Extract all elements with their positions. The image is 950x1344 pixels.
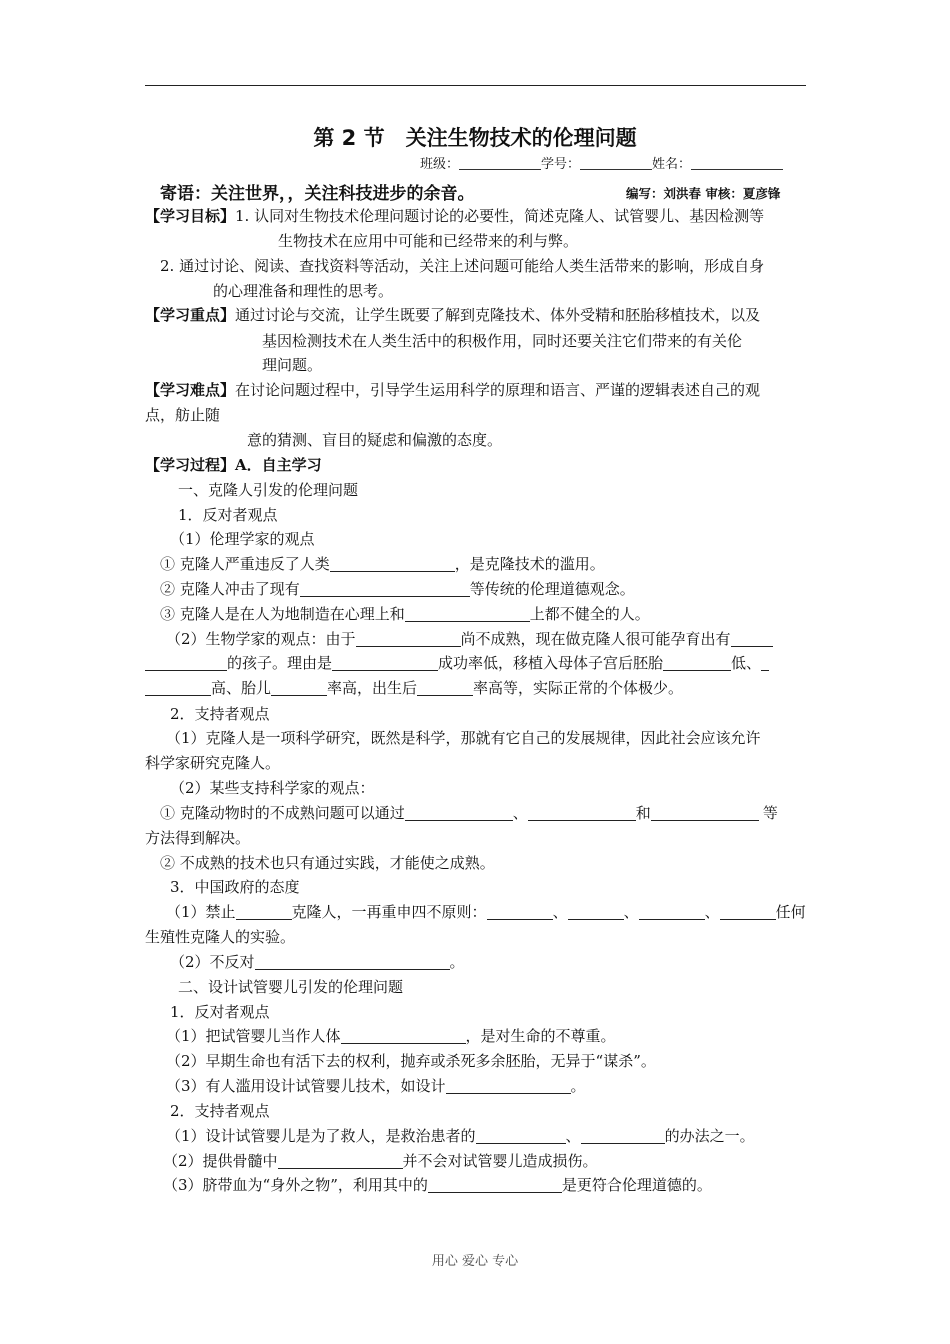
answer-blank[interactable] [581, 1127, 665, 1144]
student-id-blank[interactable] [580, 169, 652, 170]
section-1-3-heading: 3．中国政府的态度 [170, 878, 300, 896]
comma: 、 [552, 903, 568, 921]
question-14 [166, 1126, 755, 1146]
answer-blank[interactable] [145, 654, 227, 671]
focus-label: 【学习重点】 [145, 306, 236, 324]
section-1-1-1-heading: （1）伦理学家的观点 [170, 530, 315, 548]
answer-blank[interactable] [428, 1176, 562, 1193]
answer-blank[interactable] [568, 903, 624, 920]
motto: 寄语：关注世界，，关注科技进步的余音。 [160, 184, 475, 204]
question-4-text: （2）生物学家的观点：由于 [166, 630, 356, 648]
student-info-line [420, 153, 783, 172]
question-4-text-end: 尚不成熟，现在做克隆人很可能孕育出有 [460, 630, 731, 648]
question-5-text-end: 低、 [731, 654, 762, 672]
question-10-text: （2）不反对 [170, 953, 255, 971]
answer-blank[interactable] [417, 679, 473, 696]
answer-blank[interactable] [639, 903, 705, 920]
question-3 [160, 604, 650, 624]
page-title: 第 2 节 关注生物技术的伦理问题 [313, 126, 637, 150]
answer-blank[interactable] [341, 1027, 466, 1044]
section-2-1-heading: 1．反对者观点 [170, 1003, 270, 1021]
question-13-text: （3）有人滥用设计试管婴儿技术，如设计 [166, 1077, 446, 1095]
question-15-text: （2）提供骨髓中 [163, 1152, 278, 1170]
question-8: ② 不成熟的技术也只有通过实践，才能使之成熟。 [160, 854, 495, 872]
section-2-2-heading: 2．支持者观点 [170, 1102, 270, 1120]
class-blank[interactable] [459, 169, 541, 170]
answer-blank[interactable] [663, 654, 731, 671]
question-11-text-end: ，是对生命的不尊重。 [465, 1027, 616, 1045]
question-6 [145, 678, 683, 698]
question-16-text-end: 是更符合伦理道德的。 [561, 1176, 712, 1194]
supporter-point-1: （1）克隆人是一项科学研究，既然是科学，那就有它自己的发展规律，因此社会应该允许 [166, 729, 761, 747]
question-9 [166, 902, 806, 922]
answer-blank[interactable] [278, 1152, 403, 1169]
goals-line-2: 生物技术在应用中可能和已经带来的利与弊。 [278, 232, 579, 250]
supporter-point-2: （2）某些支持科学家的观点： [170, 779, 375, 797]
question-14-text-end: 的办法之一。 [664, 1127, 755, 1145]
difficulty-line-2: 点，舫止随 [145, 406, 221, 424]
answer-blank[interactable] [145, 679, 211, 696]
question-7-cont: 方法得到解决。 [145, 829, 251, 847]
question-6-text: 高、胎儿 [211, 679, 272, 697]
question-11-text: （1）把试管婴儿当作人体 [166, 1027, 341, 1045]
question-4 [166, 629, 773, 649]
question-16 [163, 1175, 712, 1195]
question-5-text-mid: 成功率低，移植入母体子宫后胚胎 [438, 654, 664, 672]
answer-blank[interactable] [761, 654, 769, 671]
question-15 [163, 1151, 598, 1171]
question-2-text: ② 克隆人冲击了现有 [160, 580, 300, 598]
question-2 [160, 579, 635, 599]
period: 。 [449, 953, 465, 971]
question-3-text: ③ 克隆人是在人为地制造在心理上和 [160, 605, 405, 623]
section-1-heading: 一、克隆人引发的伦理问题 [178, 481, 359, 499]
question-5-text: 的孩子。理由是 [227, 654, 333, 672]
question-11 [166, 1026, 616, 1046]
comma: 、 [704, 903, 720, 921]
answer-blank[interactable] [330, 555, 455, 572]
section-1-1-heading: 1．反对者观点 [178, 506, 278, 524]
question-10 [170, 952, 465, 972]
answer-blank[interactable] [271, 679, 327, 696]
focus-line-1 [145, 305, 760, 325]
question-7-and: 和 [635, 804, 651, 822]
answer-blank[interactable] [405, 605, 530, 622]
student-id-label: 学号： [541, 157, 581, 172]
question-1-text: ① 克隆人严重违反了人类 [160, 555, 330, 573]
answer-blank[interactable] [528, 804, 636, 821]
name-label: 姓名： [652, 157, 692, 172]
question-7-text: ① 克隆动物时的不成熟问题可以通过 [160, 804, 405, 822]
page-footer: 用心 爱心 专心 [431, 1254, 519, 1269]
author-credits: 编写：刘洪春 审核：夏彦锋 [626, 186, 781, 201]
question-3-text-end: 上都不健全的人。 [529, 605, 650, 623]
answer-blank[interactable] [731, 630, 773, 647]
goals-label: 【学习目标】 [145, 207, 236, 225]
answer-blank[interactable] [255, 953, 450, 970]
focus-line-3: 理问题。 [262, 356, 323, 374]
comma: 、 [623, 903, 639, 921]
name-blank[interactable] [691, 169, 783, 170]
question-9-cont: 生殖性克隆人的实验。 [145, 928, 296, 946]
question-1-text-end: ，是克隆技术的滥用。 [454, 555, 605, 573]
difficulty-line-3: 意的猜测、盲目的疑虑和偏激的态度。 [247, 431, 503, 449]
question-12: （2）早期生命也有活下去的权利，抛弃或杀死多余胚胎，无异于“谋杀”。 [166, 1052, 656, 1070]
answer-blank[interactable] [405, 804, 513, 821]
answer-blank[interactable] [300, 580, 470, 597]
class-label: 班级： [420, 157, 460, 172]
question-9-text-mid: 克隆人，一再重申四不原则： [291, 903, 487, 921]
question-1 [160, 554, 605, 574]
question-7 [160, 803, 778, 823]
question-13 [166, 1076, 586, 1096]
answer-blank[interactable] [487, 903, 553, 920]
goals-line-1 [145, 206, 764, 226]
answer-blank[interactable] [651, 804, 759, 821]
process-heading: 【学习过程】A．自主学习 [145, 456, 322, 474]
question-6-text-mid: 率高，出生后 [327, 679, 418, 697]
difficulty-label: 【学习难点】 [145, 381, 236, 399]
section-2-heading: 二、设计试管婴儿引发的伦理问题 [178, 978, 404, 996]
focus-line-2: 基因检测技术在人类生活中的积极作用，同时还要关注它们带来的有关伦 [262, 332, 743, 350]
period: 。 [570, 1077, 586, 1095]
question-9-text-end: 任何 [775, 903, 806, 921]
comma: 、 [565, 1127, 581, 1145]
question-14-text: （1）设计试管婴儿是为了救人，是救治患者的 [166, 1127, 476, 1145]
question-2-text-end: 等传统的伦理道德观念。 [469, 580, 635, 598]
question-9-text: （1）禁止 [166, 903, 236, 921]
question-15-text-end: 并不会对试管婴儿造成损伤。 [402, 1152, 598, 1170]
goal-1-text: 1. 认同对生物技术伦理问题讨论的必要性，简述克隆人、试管婴儿、基因检测等 [235, 207, 765, 225]
section-1-2-heading: 2．支持者观点 [170, 705, 270, 723]
question-6-text-end: 率高等，实际正常的个体极少。 [473, 679, 684, 697]
difficulty-text: 在讨论问题过程中，引导学生运用科学的原理和语言、严谨的逻辑表述自己的观 [235, 381, 761, 399]
comma: 、 [512, 804, 528, 822]
answer-blank[interactable] [446, 1077, 571, 1094]
difficulty-line-1 [145, 380, 760, 400]
goal-2-text-cont: 的心理准备和理性的思考。 [213, 282, 394, 300]
question-7-etc: 等 [762, 804, 778, 822]
focus-text: 通过讨论与交流，让学生既要了解到克隆技术、体外受精和胚胎移植技术，以及 [235, 306, 761, 324]
goal-2-text: 2. 通过讨论、阅读、查找资料等活动，关注上述问题可能给人类生活带来的影响，形成自身 [160, 257, 765, 275]
supporter-point-1-cont: 科学家研究克隆人。 [145, 754, 281, 772]
question-5 [145, 653, 769, 673]
answer-blank[interactable] [720, 903, 776, 920]
answer-blank[interactable] [332, 654, 438, 671]
answer-blank[interactable] [236, 903, 292, 920]
answer-blank[interactable] [356, 630, 461, 647]
header-rule [145, 85, 806, 86]
question-16-text: （3）脐带血为“身外之物”，利用其中的 [163, 1176, 428, 1194]
answer-blank[interactable] [476, 1127, 566, 1144]
